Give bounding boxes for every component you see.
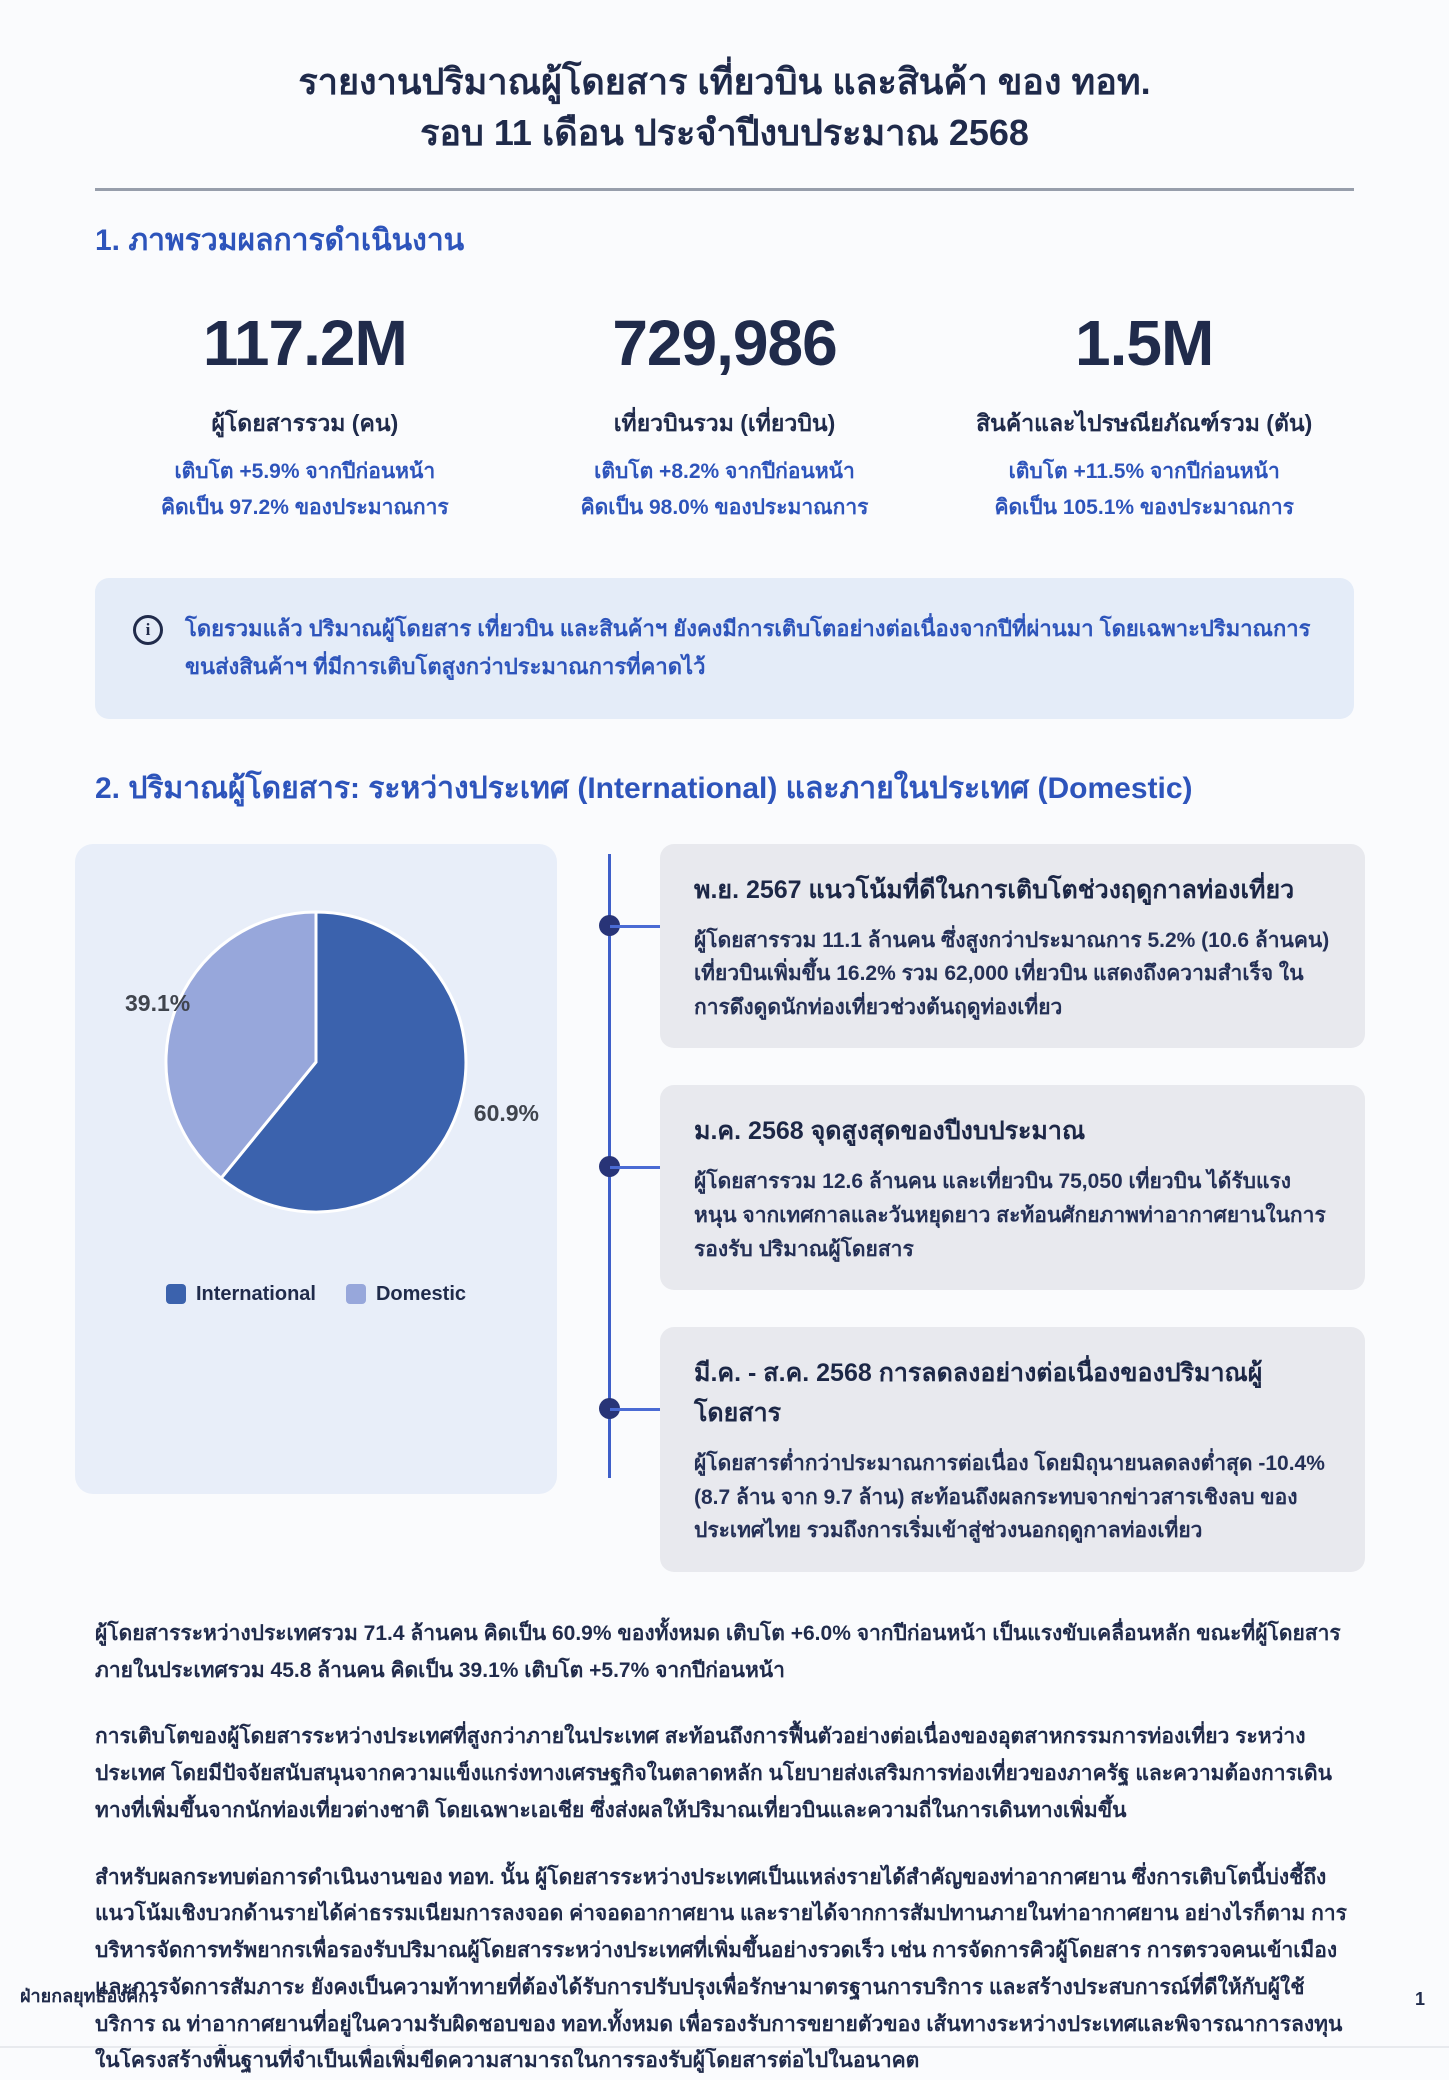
footer-page-number: 1 xyxy=(1414,1989,1425,2009)
stat-growth-flights xyxy=(515,454,935,525)
stat-growth-cargo xyxy=(934,454,1354,525)
footer-department: ฝ่ายกลยุทธ์องค์กร xyxy=(20,1986,159,2006)
report-title-line-1: รายงานปริมาณผู้โดยสาร เที่ยวบิน และสินค้า ของ ทอท. xyxy=(298,61,1151,102)
stat-growth-line-2: คิดเป็น 105.1% ของประมาณการ xyxy=(994,495,1294,519)
legend-label-domestic: Domestic xyxy=(375,1282,467,1305)
pie-legend xyxy=(75,1283,557,1306)
footer xyxy=(20,1981,1425,2010)
body-paragraph: การเติบโตของผู้โดยสารระหว่างประเทศที่สูงกว่าภายในประเทศ สะท้อนถึงการฟื้นตัวอย่างต่อเนื่องของอุตสาหกรรมการท่องเที่ยว ระหว่างประเทศ โดยมีปัจจัยสนับสนุนจากความแข็งแกร่งทางเศรษฐกิจในตลาดหลัก นโยบายส่งเสริมการท่องเที่ยวของภาครัฐ และความต้องการเดินทางที่เพิ่มขึ้นจากนักท่องเที่ยวต่างชาติ โดยเฉพาะเอเชีย ซึ่งส่งผลให้ปริมาณเที่ยวบินและความถี่ในการเดินทางเพิ่มขึ้น xyxy=(95,1725,1332,1822)
timeline-connector xyxy=(610,925,660,928)
stat-value-passengers: 117.2M xyxy=(202,307,407,380)
report-title-line-2: รอบ 11 เดือน ประจำปีงบประมาณ 2568 xyxy=(420,112,1029,154)
stat-label-cargo: สินค้าและไปรษณียภัณฑ์รวม (ตัน) xyxy=(976,410,1313,437)
pie-chart-card xyxy=(75,844,557,1494)
section-2-heading: 2. ปริมาณผู้โดยสาร: ระหว่างประเทศ (International) และภายในประเทศ (Domestic) xyxy=(95,771,1193,805)
pie-label-international-pct: 60.9% xyxy=(473,1099,539,1126)
stat-label-passengers: ผู้โดยสารรวม (คน) xyxy=(211,410,399,437)
timeline-event-jan-2568 xyxy=(660,1085,1365,1290)
timeline-event-body: ผู้โดยสารรวม 11.1 ล้านคน ซึ่งสูงกว่าประมาณการ 5.2% (10.6 ล้านคน) เที่ยวบินเพิ่มขึ้น 16.2% รวม 62,000 เที่ยวบิน แสดงถึงความสำเร็จ ในการดึงดูดนักท่องเที่ยวช่วงต้นฤดูท่องเที่ยว xyxy=(694,928,1330,1019)
legend-item-domestic xyxy=(346,1283,466,1306)
legend-item-international xyxy=(166,1283,316,1306)
timeline-connector xyxy=(610,1166,660,1169)
timeline-connector xyxy=(610,1408,660,1411)
stat-growth-line-2: คิดเป็น 97.2% ของประมาณการ xyxy=(160,495,449,519)
pie-chart xyxy=(156,902,476,1222)
stat-growth-line-1: เติบโต +11.5% จากปีก่อนหน้า xyxy=(1008,460,1280,484)
stat-card-flights xyxy=(515,306,935,525)
legend-label-international: International xyxy=(195,1282,316,1305)
legend-swatch-international-icon xyxy=(166,1284,186,1304)
info-icon: i xyxy=(133,615,163,645)
pie-label-domestic-pct: 39.1% xyxy=(125,989,191,1016)
timeline-event-title: พ.ย. 2567 แนวโน้มที่ดีในการเติบโตช่วงฤดูกาลท่องเที่ยว xyxy=(694,875,1295,904)
timeline-event-nov-2567 xyxy=(660,844,1365,1049)
title-divider xyxy=(95,188,1354,191)
info-callout xyxy=(95,578,1354,719)
stat-growth-passengers xyxy=(95,454,515,525)
section-2-content xyxy=(75,844,1365,1572)
timeline-event-mar-aug-2568 xyxy=(660,1327,1365,1572)
stat-card-cargo xyxy=(934,306,1354,525)
info-callout-text: โดยรวมแล้ว ปริมาณผู้โดยสาร เที่ยวบิน และสินค้าฯ ยังคงมีการเติบโตอย่างต่อเนื่องจากปีที่ผ่านมา โดยเฉพาะปริมาณการขนส่งสินค้าฯ ที่มีการเติบโตสูงกว่าประมาณการที่คาดไว้ xyxy=(185,615,1311,680)
stat-card-passengers xyxy=(95,306,515,525)
stat-value-cargo: 1.5M xyxy=(1075,307,1214,380)
stat-growth-line-1: เติบโต +8.2% จากปีก่อนหน้า xyxy=(594,460,855,484)
report-title xyxy=(0,0,1449,158)
stat-value-flights: 729,986 xyxy=(612,307,837,380)
stats-row xyxy=(95,306,1354,525)
section-1-heading: 1. ภาพรวมผลการดำเนินงาน xyxy=(95,224,465,258)
stat-label-flights: เที่ยวบินรวม (เที่ยวบิน) xyxy=(613,410,836,437)
stat-growth-line-1: เติบโต +5.9% จากปีก่อนหน้า xyxy=(174,460,436,484)
legend-swatch-domestic-icon xyxy=(346,1284,366,1304)
body-paragraph: สำหรับผลกระทบต่อการดำเนินงานของ ทอท. นั้น ผู้โดยสารระหว่างประเทศเป็นแหล่งรายได้สำคัญของท่าอากาศยาน ซึ่งการเติบโตนี้บ่งชี้ถึง แนวโน้มเชิงบวกด้านรายได้ค่าธรรมเนียมการลงจอด ค่าจอดอากาศยาน และรายได้จากการสัมปทานภายในท่าอากาศยาน อย่างไรก็ตาม การบริหารจัดการทรัพยากรเพื่อรองรับปริมาณผู้โดยสารระหว่างประเทศที่เพิ่มขึ้นอย่างรวดเร็ว เช่น การจัดการคิวผู้โดยสาร การตรวจคนเข้าเมือง และการจัดการสัมภาระ ยังคงเป็นความท้าทายที่ต้องได้รับการปรับปรุงเพื่อรักษามาตรฐานการบริการ และสร้างประสบการณ์ที่ดีให้กับผู้ใช้บริการ ณ ท่าอากาศยานที่อยู่ในความรับผิดชอบของ ทอท.ทั้งหมด เพื่อรองรับการขยายตัวของ เส้นทางระหว่างประเทศและพิจารณาการลงทุนในโครงสร้างพื้นฐานที่จำเป็นเพื่อเพิ่มขีดความสามารถในการรองรับผู้โดยสารต่อไปในอนาคต xyxy=(95,1865,1347,2073)
timeline xyxy=(608,844,1365,1572)
timeline-event-body: ผู้โดยสารต่ำกว่าประมาณการต่อเนื่อง โดยมิถุนายนลดลงต่ำสุด -10.4% (8.7 ล้าน จาก 9.7 ล้าน) สะท้อนถึงผลกระทบจากข่าวสารเชิงลบ ของประเทศไทย รวมถึงการเริ่มเข้าสู่ช่วงนอกฤดูกาลท่องเที่ยว xyxy=(694,1452,1325,1543)
body-paragraph: ผู้โดยสารระหว่างประเทศรวม 71.4 ล้านคน คิดเป็น 60.9% ของทั้งหมด เติบโต +6.0% จากปีก่อนหน้า เป็นแรงขับเคลื่อนหลัก ขณะที่ผู้โดยสาร ภายในประเทศรวม 45.8 ล้านคน คิดเป็น 39.1% เติบโต +5.7% จากปีก่อนหน้า xyxy=(95,1621,1341,1682)
timeline-event-title: ม.ค. 2568 จุดสูงสุดของปีงบประมาณ xyxy=(694,1117,1086,1146)
timeline-event-body: ผู้โดยสารรวม 12.6 ล้านคน และเที่ยวบิน 75,050 เที่ยวบิน ได้รับแรงหนุน จากเทศกาลและวันหยุดยาว สะท้อนศักยภาพท่าอากาศยานในการรองรับ ปริมาณผู้โดยสาร xyxy=(694,1170,1326,1261)
stat-growth-line-2: คิดเป็น 98.0% ของประมาณการ xyxy=(580,495,869,519)
analysis-text xyxy=(95,1616,1354,2080)
timeline-event-title: มี.ค. - ส.ค. 2568 การลดลงอย่างต่อเนื่องของปริมาณผู้โดยสาร xyxy=(694,1359,1263,1428)
